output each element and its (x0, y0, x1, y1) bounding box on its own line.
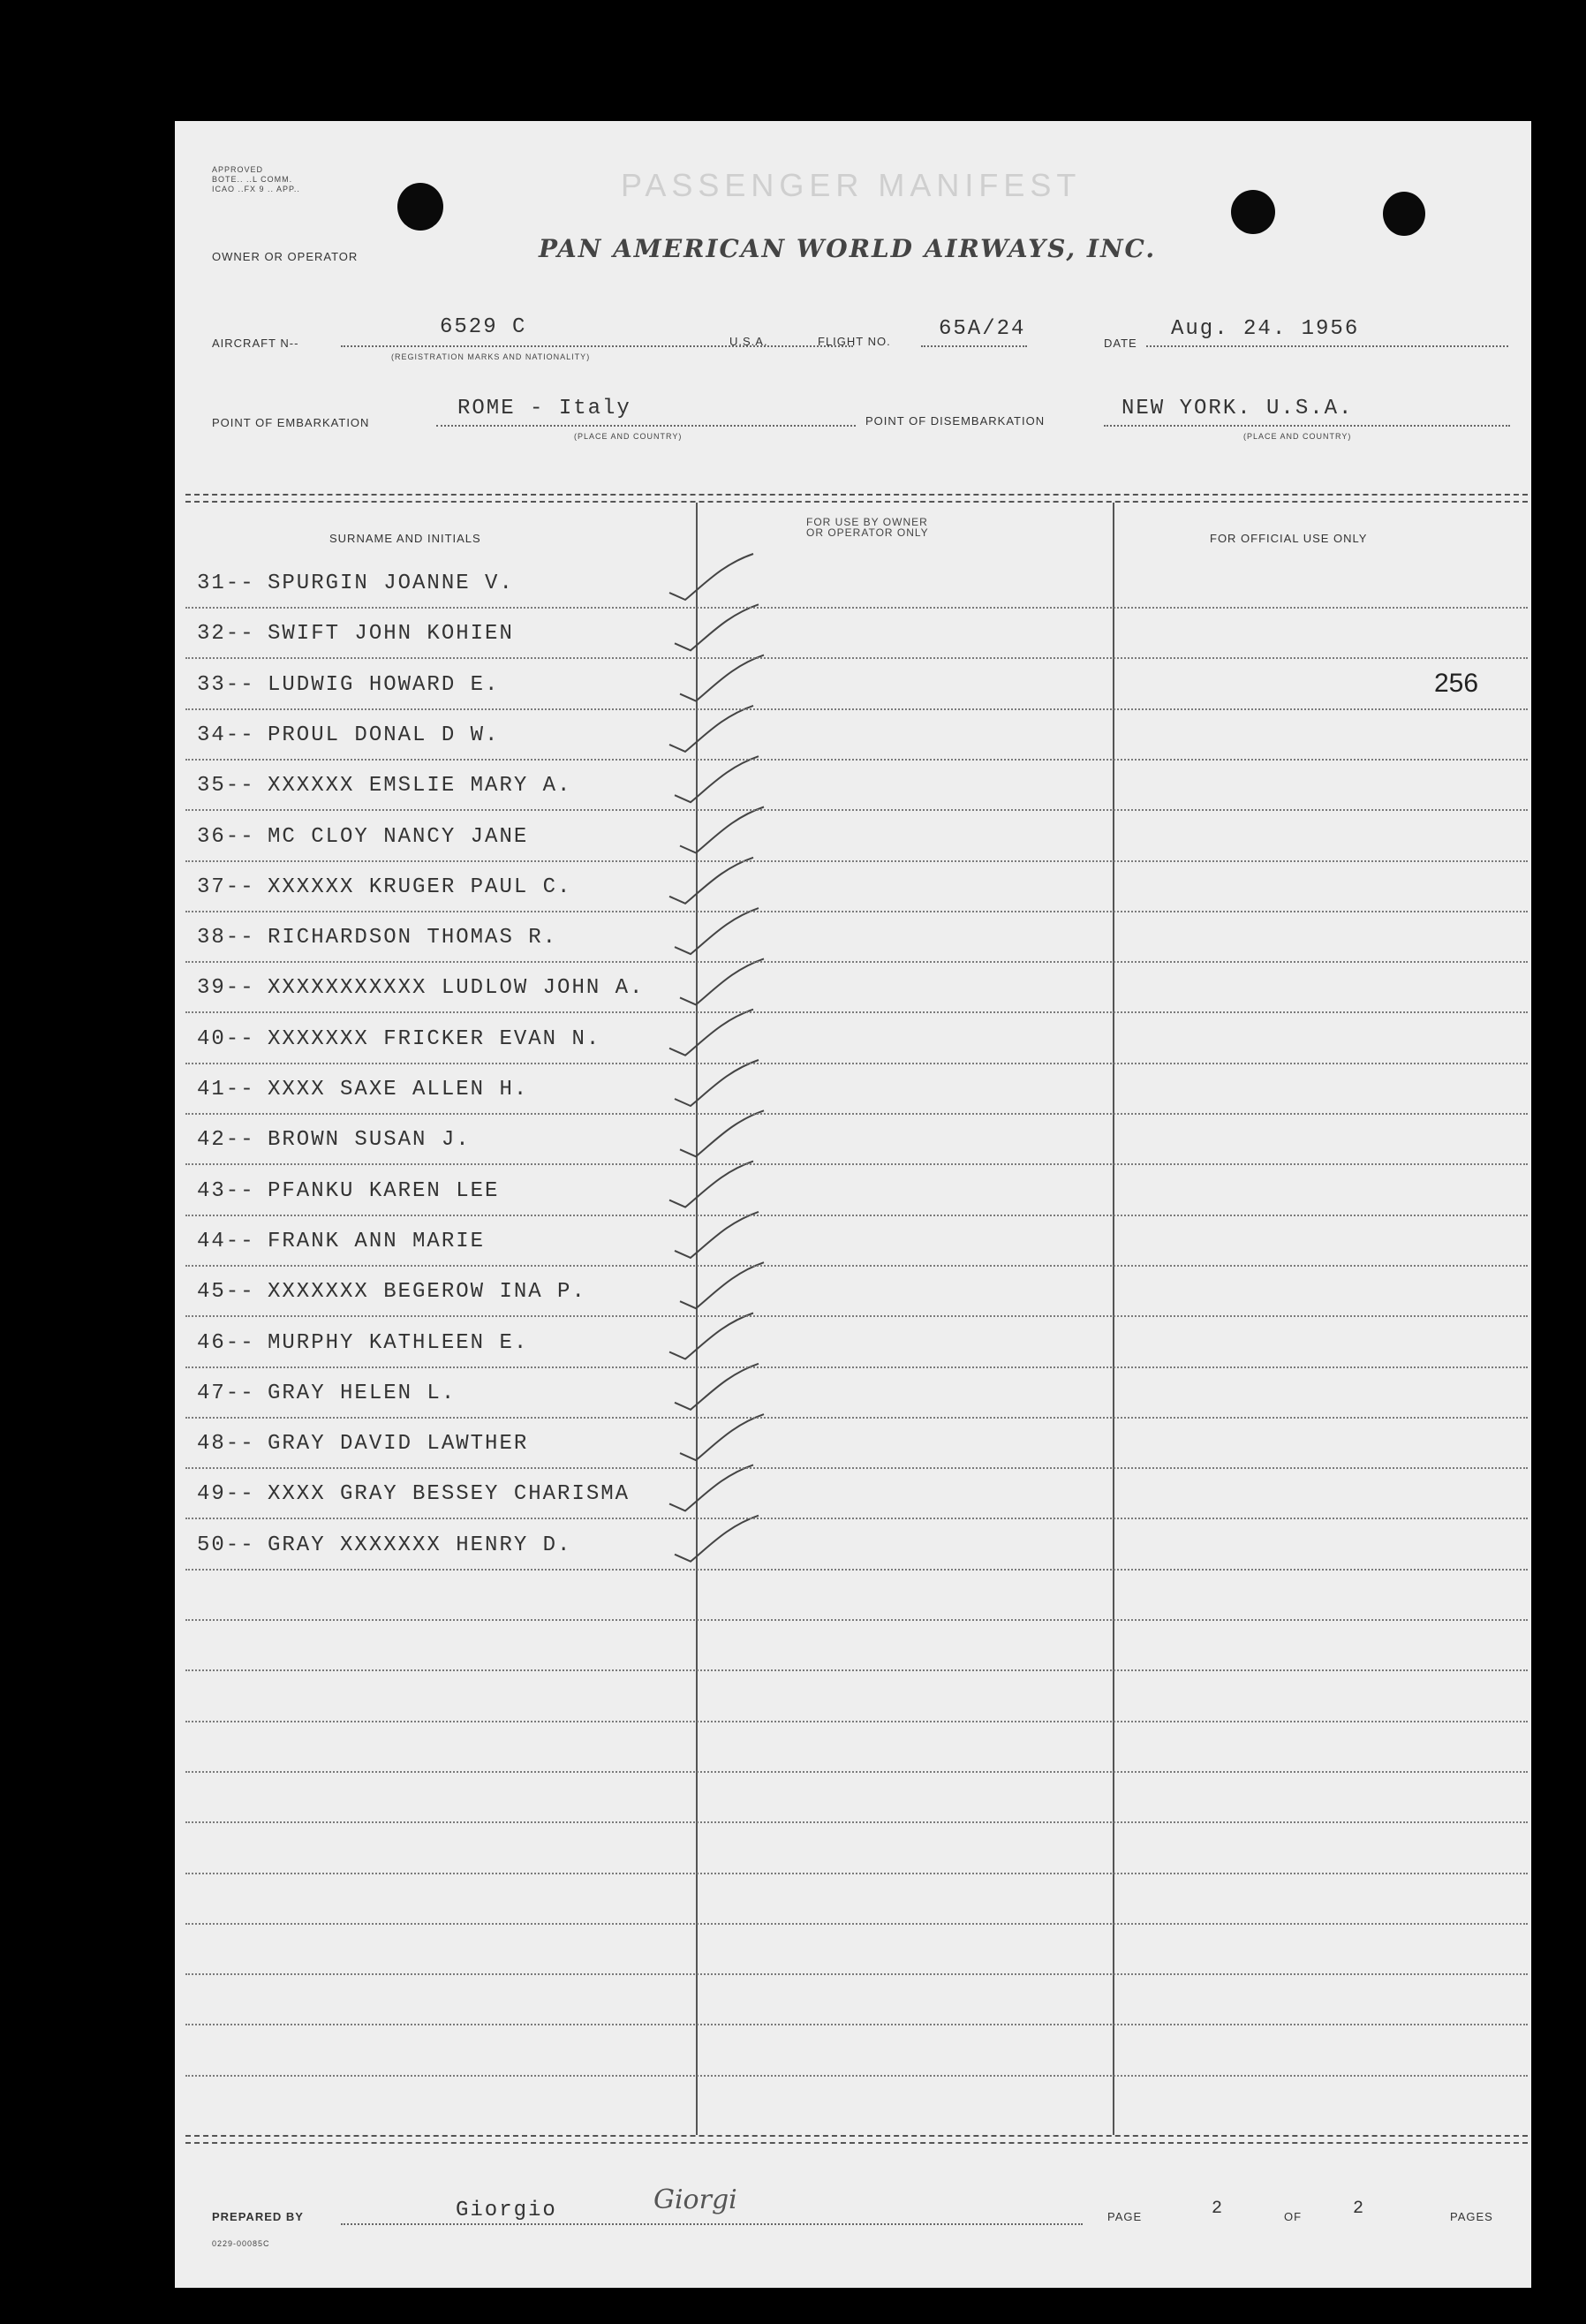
checkmark (669, 1313, 753, 1359)
ruled-line (185, 1619, 1528, 1621)
passenger-number: 40-- (197, 1026, 255, 1051)
column-header-official-use: FOR OFFICIAL USE ONLY (1210, 532, 1368, 545)
checkmark (675, 756, 759, 802)
page-value: 2 (1212, 2199, 1225, 2219)
passenger-name: FRANK ANN MARIE (268, 1229, 486, 1253)
ruled-line (185, 2024, 1528, 2025)
checkmark (669, 554, 753, 600)
passenger-name: BROWN SUSAN J. (268, 1128, 471, 1153)
checkmark (680, 1262, 764, 1308)
flight-label: FLIGHT NO. (818, 335, 891, 348)
flight-value: 65A/24 (939, 317, 1026, 341)
date-value: Aug. 24. 1956 (1171, 317, 1360, 341)
passenger-name: GRAY DAVID LAWTHER (268, 1432, 529, 1457)
ruled-line (185, 860, 1528, 862)
checkmark (675, 1516, 759, 1562)
passenger-name: RICHARDSON THOMAS R. (268, 926, 558, 950)
checkmark (669, 1162, 753, 1207)
ruled-line (185, 1467, 1528, 1469)
stamp-number: 256 (1434, 669, 1479, 698)
passenger-name: GRAY XXXXXXX HENRY D. (268, 1533, 572, 1557)
passenger-number: 47-- (197, 1381, 255, 1405)
ruled-line (185, 1011, 1528, 1013)
passenger-name: XXXXXXXXXXX LUDLOW JOHN A. (268, 976, 645, 1001)
passenger-name: LUDWIG HOWARD E. (268, 672, 500, 697)
ruled-line (185, 2075, 1528, 2077)
ruled-line (185, 1569, 1528, 1571)
passenger-number: 38-- (197, 926, 255, 950)
checkmark (669, 706, 753, 752)
form-code: 0229-00085C (212, 2239, 270, 2248)
embark-label: POINT OF EMBARKATION (212, 416, 370, 429)
owner-value: PAN AMERICAN WORLD AIRWAYS, INC. (539, 234, 1157, 263)
checkmark (669, 1465, 753, 1510)
ruled-line (185, 911, 1528, 912)
checkmark (680, 655, 764, 701)
usa-label: U.S.A. (729, 335, 768, 348)
ruled-line (185, 1215, 1528, 1216)
ruled-line (185, 708, 1528, 710)
ruled-line (185, 1973, 1528, 1975)
checkmark (675, 1060, 759, 1106)
ruled-line (185, 759, 1528, 761)
checkmark (680, 1414, 764, 1460)
page-label: PAGE (1107, 2210, 1143, 2223)
checkmark (675, 604, 759, 650)
disembark-sub: (PLACE AND COUNTRY) (1243, 432, 1352, 441)
form-title: PASSENGER MANIFEST (621, 167, 1082, 203)
checkmark (669, 858, 753, 904)
checkmark (675, 1364, 759, 1410)
passenger-number: 44-- (197, 1229, 255, 1253)
ruled-line (185, 809, 1528, 811)
ruled-line (185, 1265, 1528, 1267)
checkmarks-overlay (175, 121, 1531, 2288)
prepared-value: Giorgio (456, 2199, 557, 2222)
passenger-name: XXXX SAXE ALLEN H. (268, 1078, 529, 1101)
passenger-number: 43-- (197, 1178, 255, 1203)
passenger-name: PFANKU KAREN LEE (268, 1178, 500, 1203)
ruled-line (185, 1771, 1528, 1773)
passenger-name: XXXX GRAY BESSEY CHARISMA (268, 1482, 631, 1507)
passenger-name: SWIFT JOHN KOHIEN (268, 622, 514, 647)
passenger-name: XXXXXXX BEGEROW INA P. (268, 1280, 586, 1305)
ruled-line (185, 1163, 1528, 1165)
checkmark (669, 1010, 753, 1056)
of-label: OF (1284, 2210, 1303, 2223)
passenger-number: 34-- (197, 723, 255, 747)
passenger-name: MURPHY KATHLEEN E. (268, 1330, 529, 1355)
passenger-number: 35-- (197, 774, 255, 799)
passenger-name: GRAY HELEN L. (268, 1381, 457, 1405)
manifest-sheet (175, 121, 1531, 2288)
passenger-name: PROUL DONAL D W. (268, 723, 500, 747)
column-header-surname: SURNAME AND INITIALS (329, 532, 481, 545)
passenger-number: 36-- (197, 824, 255, 849)
ruled-line (185, 657, 1528, 659)
ruled-line (185, 1821, 1528, 1823)
passenger-number: 32-- (197, 622, 255, 647)
disembark-value: NEW YORK. U.S.A. (1122, 397, 1354, 420)
passenger-number: 48-- (197, 1432, 255, 1457)
checkmark (680, 958, 764, 1004)
passenger-number: 37-- (197, 874, 255, 899)
of-value: 2 (1353, 2199, 1366, 2219)
checkmark (675, 1212, 759, 1258)
approved-note: APPROVED BOTE.. ..L COMM. ICAO ..FX 9 .. APP.. (212, 165, 300, 193)
passenger-name: SPURGIN JOANNE V. (268, 572, 514, 595)
passenger-number: 49-- (197, 1482, 255, 1507)
ruled-line (185, 1518, 1528, 1519)
checkmark (680, 1110, 764, 1156)
owner-label: OWNER OR OPERATOR (212, 250, 359, 263)
passenger-number: 50-- (197, 1533, 255, 1557)
ruled-line (185, 1923, 1528, 1925)
passenger-name: MC CLOY NANCY JANE (268, 824, 529, 849)
passenger-name: XXXXXXX FRICKER EVAN N. (268, 1026, 601, 1051)
ruled-line (185, 1113, 1528, 1115)
ruled-line (185, 607, 1528, 609)
passenger-number: 39-- (197, 976, 255, 1001)
signature: Giorgi (653, 2184, 737, 2215)
aircraft-sub: (REGISTRATION MARKS AND NATIONALITY) (391, 352, 591, 361)
passenger-number: 31-- (197, 572, 255, 595)
ruled-line (185, 1417, 1528, 1419)
passenger-number: 33-- (197, 672, 255, 697)
ruled-line (185, 961, 1528, 963)
passenger-number: 45-- (197, 1280, 255, 1305)
aircraft-value: 6529 C (440, 315, 527, 339)
ruled-line (185, 1721, 1528, 1722)
embark-sub: (PLACE AND COUNTRY) (574, 432, 683, 441)
ruled-line (185, 1873, 1528, 1874)
column-header-owner-use: FOR USE BY OWNER OR OPERATOR ONLY (806, 516, 929, 539)
ruled-line (185, 1366, 1528, 1368)
passenger-name: XXXXXX KRUGER PAUL C. (268, 874, 572, 899)
ruled-line (185, 1063, 1528, 1064)
checkmark (675, 908, 759, 954)
embark-value: ROME - Italy (457, 397, 631, 420)
date-label: DATE (1104, 337, 1137, 350)
aircraft-label: AIRCRAFT N-- (212, 337, 299, 350)
prepared-label: PREPARED BY (212, 2210, 304, 2223)
passenger-name: XXXXXX EMSLIE MARY A. (268, 774, 572, 799)
checkmark (680, 807, 764, 853)
passenger-number: 41-- (197, 1078, 255, 1101)
pages-label: PAGES (1450, 2210, 1493, 2223)
ruled-line (185, 1669, 1528, 1671)
ruled-line (185, 1315, 1528, 1317)
passenger-number: 46-- (197, 1330, 255, 1355)
passenger-number: 42-- (197, 1128, 255, 1153)
disembark-label: POINT OF DISEMBARKATION (865, 414, 1046, 428)
